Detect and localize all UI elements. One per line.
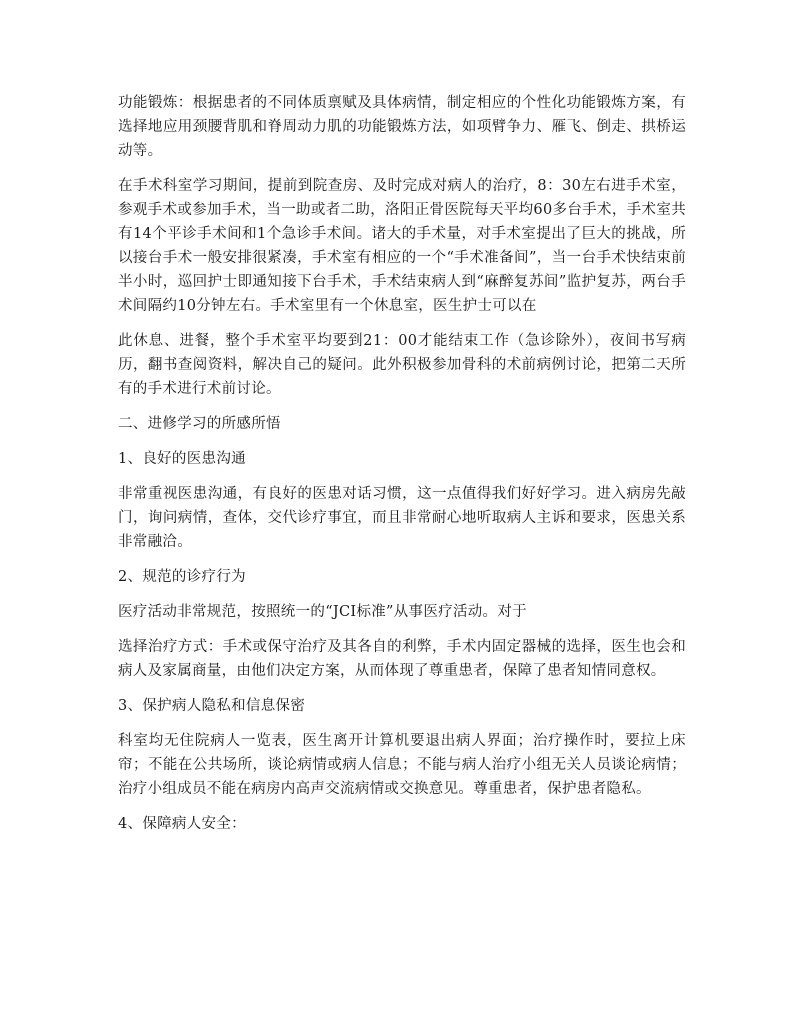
paragraph-communication: 非常重视医患沟通，有良好的医患对话习惯，这一点值得我们好好学习。进入病房先敲门，询问病情，查体，交代诊疗事宜，而且非常耐心地听取病人主诉和要求，医患关系非常融洽。 <box>118 486 686 550</box>
paragraph-surgery-study: 在手术科室学习期间，提前到院查房、及时完成对病人的治疗，8：30左右进手术室，参观手术或参加手术，当一助或者二助，洛阳正骨医院每天平均60多台手术，手术室共有14个平诊手术间和1个急诊手术间。诸大的手术量，对手术室提出了巨大的挑战，所以接台手术一般安排很紧凑，手术室有相应的一个“手术准备间”，当一台手术快结束前半小时，巡回护士即通知接下台手术，手术结束病人到“麻醉复苏间”监护复苏，两台手术间隔约10分钟左右。手术室里有一个休息室，医生护士可以在 <box>118 178 686 314</box>
paragraph-treatment-choice: 选择治疗方式：手术或保守治疗及其各自的利弊，手术内固定器械的选择，医生也会和病人及家属商量，由他们决定方案，从而体现了尊重患者，保障了患者知情同意权。 <box>118 639 686 679</box>
subheading-doctor-patient-communication: 1、良好的医患沟通 <box>118 451 246 467</box>
paragraph-privacy: 科室均无住院病人一览表，医生离开计算机要退出病人界面；治疗操作时，要拉上床帘；不能在公共场所，谈论病情或病人信息；不能与病人治疗小组无关人员谈论病情；治疗小组成员不能在病房内高声交流病情或交换意见。尊重患者，保护患者隐私。 <box>118 733 686 797</box>
paragraph-jci-standard: 医疗活动非常规范，按照统一的“JCI标准”从事医疗活动。对于 <box>118 604 527 620</box>
document-body <box>118 91 686 847</box>
section-heading-insights: 二、进修学习的所感所悟 <box>118 416 281 432</box>
paragraph-functional-exercise: 功能锻炼：根据患者的不同体质禀赋及具体病情，制定相应的个性化功能锻炼方案，有选择地应用颈腰背肌和脊周动力肌的功能锻炼方法，如项臂争力、雁飞、倒走、拱桥运动等。 <box>118 95 686 159</box>
subheading-privacy: 3、保护病人隐私和信息保密 <box>118 698 306 714</box>
subheading-standard-practice: 2、规范的诊疗行为 <box>118 569 246 585</box>
subheading-patient-safety: 4、保障病人安全： <box>118 816 246 832</box>
paragraph-rest-and-discussion: 此休息、进餐，整个手术室平均要到21：00才能结束工作（急诊除外），夜间书写病历，翻书查阅资料，解决自己的疑问。此外积极参加骨科的术前病例讨论，把第二天所有的手术进行术前讨论。 <box>118 333 686 397</box>
